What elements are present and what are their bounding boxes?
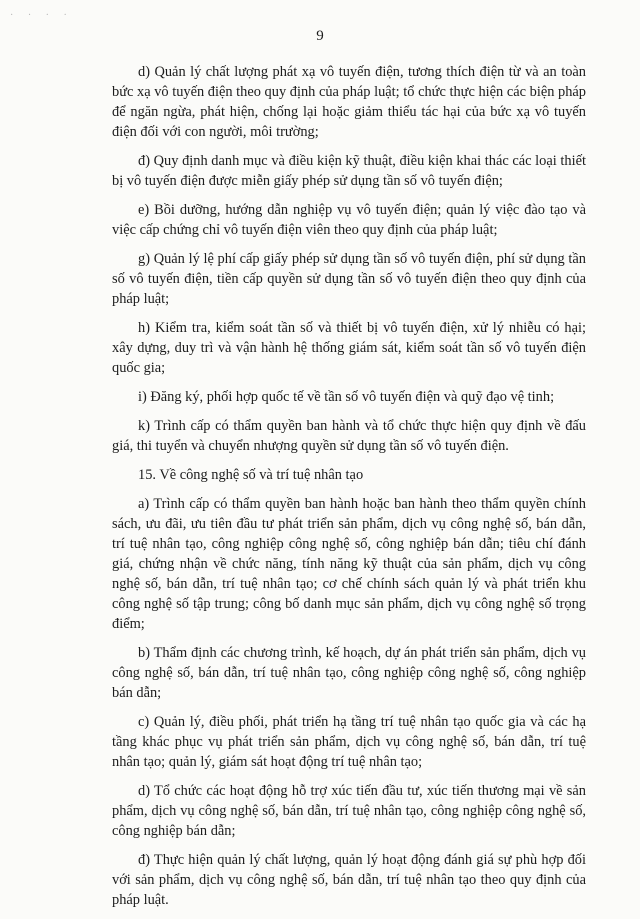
paragraph-dd-quality-management: đ) Thực hiện quản lý chất lượng, quản lý hoạt động đánh giá sự phù hợp đối với sản phẩm, dịch vụ công nghệ số, bán dẫn, trí tuệ nhân tạo theo quy định của pháp luật. (112, 852, 586, 908)
page-number: 9 (316, 28, 324, 44)
paragraph-i-registration: i) Đăng ký, phối hợp quốc tế về tần số vô tuyến điện và quỹ đạo vệ tinh; (138, 389, 555, 405)
paragraph-dd-exempt-devices: đ) Quy định danh mục và điều kiện kỹ thuật, điều kiện khai thác các loại thiết bị vô tuyến điện được miễn giấy phép sử dụng tần số vô tuyến điện; (112, 153, 586, 189)
paragraph-c-ai-infrastructure: c) Quản lý, điều phối, phát triển hạ tầng trí tuệ nhân tạo quốc gia và các hạ tầng khác phục vụ phát triển sản phẩm, dịch vụ công nghệ số, bán dẫn, trí tuệ nhân tạo; quản lý, giám sát hoạt động trí tuệ nhân tạo; (112, 714, 586, 770)
paragraph-d-investment-promotion: d) Tổ chức các hoạt động hỗ trợ xúc tiến đầu tư, xúc tiến thương mại về sản phẩm, dịch vụ công nghệ số, bán dẫn, trí tuệ nhân tạo, công nghiệp công nghệ số, công nghiệp bán dẫn; (112, 783, 586, 839)
paragraph-b-appraisal: b) Thẩm định các chương trình, kế hoạch, dự án phát triển sản phẩm, dịch vụ công nghệ số, bán dẫn, trí tuệ nhân tạo, công nghiệp công nghệ số, công nghiệp bán dẫn; (112, 645, 586, 701)
document-body (112, 62, 586, 919)
paragraph-d-radio-emission: d) Quản lý chất lượng phát xạ vô tuyến điện, tương thích điện từ và an toàn bức xạ vô tuyến điện theo quy định của pháp luật; tổ chức thực hiện các biện pháp để ngăn ngừa, phát hiện, chống lại hoặc giảm thiểu tác hại của bức xạ vô tuyến điện đối với con người, môi trường; (112, 64, 586, 140)
paragraph-h-inspection: h) Kiểm tra, kiểm soát tần số và thiết bị vô tuyến điện, xử lý nhiễu có hại; xây dựng, duy trì và vận hành hệ thống giám sát, kiểm soát tần số vô tuyến điện quốc gia; (112, 320, 586, 376)
section-heading-15: 15. Về công nghệ số và trí tuệ nhân tạo (138, 467, 364, 483)
scan-specks: · · · · (10, 10, 73, 21)
paragraph-e-training: e) Bồi dưỡng, hướng dẫn nghiệp vụ vô tuyến điện; quản lý việc đào tạo và việc cấp chứng chỉ vô tuyến điện viên theo quy định của pháp luật; (112, 202, 586, 238)
paragraph-k-auction: k) Trình cấp có thẩm quyền ban hành và tổ chức thực hiện quy định về đấu giá, thi tuyển và chuyển nhượng quyền sử dụng tần số vô tuyến điện. (112, 418, 586, 454)
paragraph-a-policy: a) Trình cấp có thẩm quyền ban hành hoặc ban hành theo thẩm quyền chính sách, ưu đãi, ưu tiên đầu tư phát triển sản phẩm, dịch vụ công nghệ số, bán dẫn, trí tuệ nhân tạo, công nghiệp công nghệ số, công nghiệp bán dẫn; tiêu chí đánh giá, chứng nhận về chức năng, tính năng kỹ thuật của sản phẩm, dịch vụ công nghệ số, bán dẫn, trí tuệ nhân tạo; cơ chế chính sách quản lý và phát triển khu công nghệ số tập trung; công bố danh mục sản phẩm, dịch vụ công nghệ số trọng điểm; (112, 496, 586, 632)
paragraph-g-fees: g) Quản lý lệ phí cấp giấy phép sử dụng tần số vô tuyến điện, phí sử dụng tần số vô tuyến điện, tiền cấp quyền sử dụng tần số vô tuyến điện theo quy định của pháp luật; (112, 251, 586, 307)
